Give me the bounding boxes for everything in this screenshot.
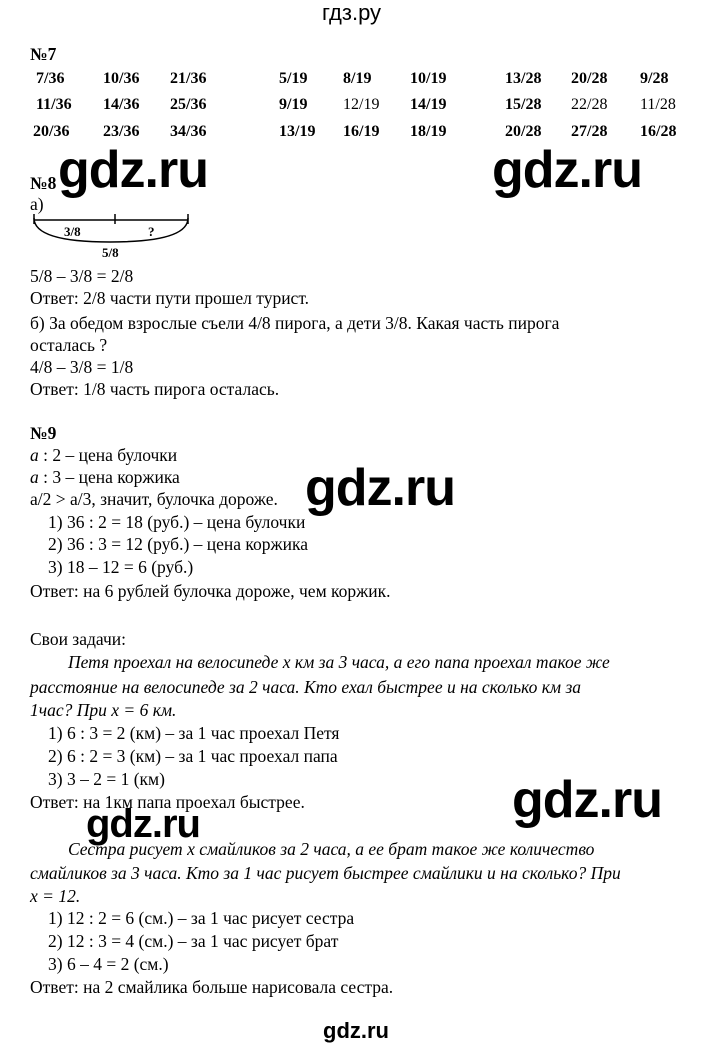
fraction: 25/36 bbox=[170, 96, 207, 113]
fraction: 27/28 bbox=[571, 123, 608, 140]
site-footer: gdz.ru bbox=[323, 1018, 389, 1043]
fraction: 11/36 bbox=[36, 96, 72, 113]
task9-number: №9 bbox=[30, 423, 57, 443]
task9-line-1 bbox=[30, 444, 177, 466]
variable-a: а bbox=[30, 467, 39, 487]
fraction: 9/28 bbox=[640, 70, 669, 87]
fraction: 7/36 bbox=[36, 70, 65, 87]
fraction: 21/36 bbox=[170, 70, 207, 87]
fraction: 14/19 bbox=[410, 96, 447, 113]
task8-answer-2: Ответ: 1/8 часть пирога осталась. bbox=[30, 379, 280, 399]
fraction: 16/19 bbox=[343, 123, 380, 140]
task8-part-b-line-1: б) За обедом взрослые съели 4/8 пирога, а дети 3/8. Какая часть пирога bbox=[30, 313, 560, 333]
fraction: 20/28 bbox=[505, 123, 542, 140]
own-problem-1-step-2: 2) 6 : 2 = 3 (км) – за 1 час проехал папа bbox=[48, 746, 338, 766]
own-problem-1-step-3: 3) 3 – 2 = 1 (км) bbox=[48, 769, 165, 789]
own-problem-2-line-1: Сестра рисует x смайликов за 2 часа, а ее брат такое же количество bbox=[68, 839, 595, 859]
task8-part-b-line-2: осталась ? bbox=[30, 335, 108, 355]
watermark: gdz.ru bbox=[58, 141, 208, 199]
fraction: 18/19 bbox=[410, 123, 447, 140]
own-problem-1-line-1: Петя проехал на велосипеде x км за 3 часа, а его папа проехал такое же bbox=[68, 652, 610, 672]
watermark: gdz.ru bbox=[86, 802, 200, 846]
fraction: 8/19 bbox=[343, 70, 372, 87]
fraction: 14/36 bbox=[103, 96, 140, 113]
own-problem-1-answer: Ответ: на 1км папа проехал быстрее. bbox=[30, 792, 305, 812]
fraction: 23/36 bbox=[103, 123, 140, 140]
own-problem-2-step-2: 2) 12 : 3 = 4 (см.) – за 1 час рисует брат bbox=[48, 931, 339, 951]
task8-equation-1: 5/8 – 3/8 = 2/8 bbox=[30, 266, 134, 286]
task8-equation-2: 4/8 – 3/8 = 1/8 bbox=[30, 357, 134, 377]
fraction: 9/19 bbox=[279, 96, 308, 113]
task8-number: №8 bbox=[30, 173, 57, 193]
fraction: 15/28 bbox=[505, 96, 542, 113]
fraction: 34/36 bbox=[170, 123, 207, 140]
fraction: 13/19 bbox=[279, 123, 316, 140]
task8-part-a: а) bbox=[30, 194, 44, 214]
watermark: gdz.ru bbox=[305, 459, 455, 517]
diagram-right-label: ? bbox=[148, 224, 155, 239]
task9-step-3: 3) 18 – 12 = 6 (руб.) bbox=[48, 557, 194, 577]
variable-a: а bbox=[30, 445, 39, 465]
own-problems-heading: Свои задачи: bbox=[30, 629, 126, 649]
task9-line-2-text: : 3 – цена коржика bbox=[38, 467, 180, 487]
own-problem-2-step-1: 1) 12 : 2 = 6 (см.) – за 1 час рисует сестра bbox=[48, 908, 355, 928]
task9-line-1-text: : 2 – цена булочки bbox=[38, 445, 178, 465]
fraction: 20/36 bbox=[33, 123, 70, 140]
fraction: 11/28 bbox=[640, 96, 676, 113]
fraction: 12/19 bbox=[343, 96, 380, 113]
watermark: gdz.ru bbox=[512, 771, 662, 829]
own-problem-2-line-2: смайликов за 3 часа. Кто за 1 час рисует быстрее смайлики и на сколько? При bbox=[30, 863, 621, 883]
task9-line-2 bbox=[30, 466, 180, 488]
task9-step-1: 1) 36 : 2 = 18 (руб.) – цена булочки bbox=[48, 512, 306, 532]
segment-diagram bbox=[30, 212, 200, 262]
task9-step-2: 2) 36 : 3 = 12 (руб.) – цена коржика bbox=[48, 534, 308, 554]
task7-number: №7 bbox=[30, 44, 57, 64]
fraction: 22/28 bbox=[571, 96, 608, 113]
task9-answer: Ответ: на 6 рублей булочка дороже, чем коржик. bbox=[30, 581, 391, 601]
own-problem-1-line-3: 1час? При x = 6 км. bbox=[30, 700, 177, 720]
fraction: 13/28 bbox=[505, 70, 542, 87]
fraction: 20/28 bbox=[571, 70, 608, 87]
own-problem-1-line-2: расстояние на велосипеде за 2 часа. Кто ехал быстрее и на сколько км за bbox=[30, 677, 582, 697]
fraction: 5/19 bbox=[279, 70, 308, 87]
task8-answer-1: Ответ: 2/8 части пути прошел турист. bbox=[30, 288, 310, 308]
fraction: 16/28 bbox=[640, 123, 677, 140]
watermark: gdz.ru bbox=[492, 141, 642, 199]
diagram-left-label: 3/8 bbox=[64, 224, 81, 239]
diagram-bottom-label: 5/8 bbox=[102, 245, 119, 260]
own-problem-2-step-3: 3) 6 – 4 = 2 (см.) bbox=[48, 954, 169, 974]
own-problem-1-step-1: 1) 6 : 3 = 2 (км) – за 1 час проехал Петя bbox=[48, 723, 340, 743]
diagram-arc bbox=[34, 218, 188, 242]
fraction: 10/36 bbox=[103, 70, 140, 87]
own-problem-2-line-3: x = 12. bbox=[30, 886, 81, 906]
fraction: 10/19 bbox=[410, 70, 447, 87]
site-header: гдз.ру bbox=[322, 0, 382, 25]
own-problem-2-answer: Ответ: на 2 смайлика больше нарисовала сестра. bbox=[30, 977, 394, 997]
task9-line-3: а/2 > а/3, значит, булочка дороже. bbox=[30, 489, 278, 509]
